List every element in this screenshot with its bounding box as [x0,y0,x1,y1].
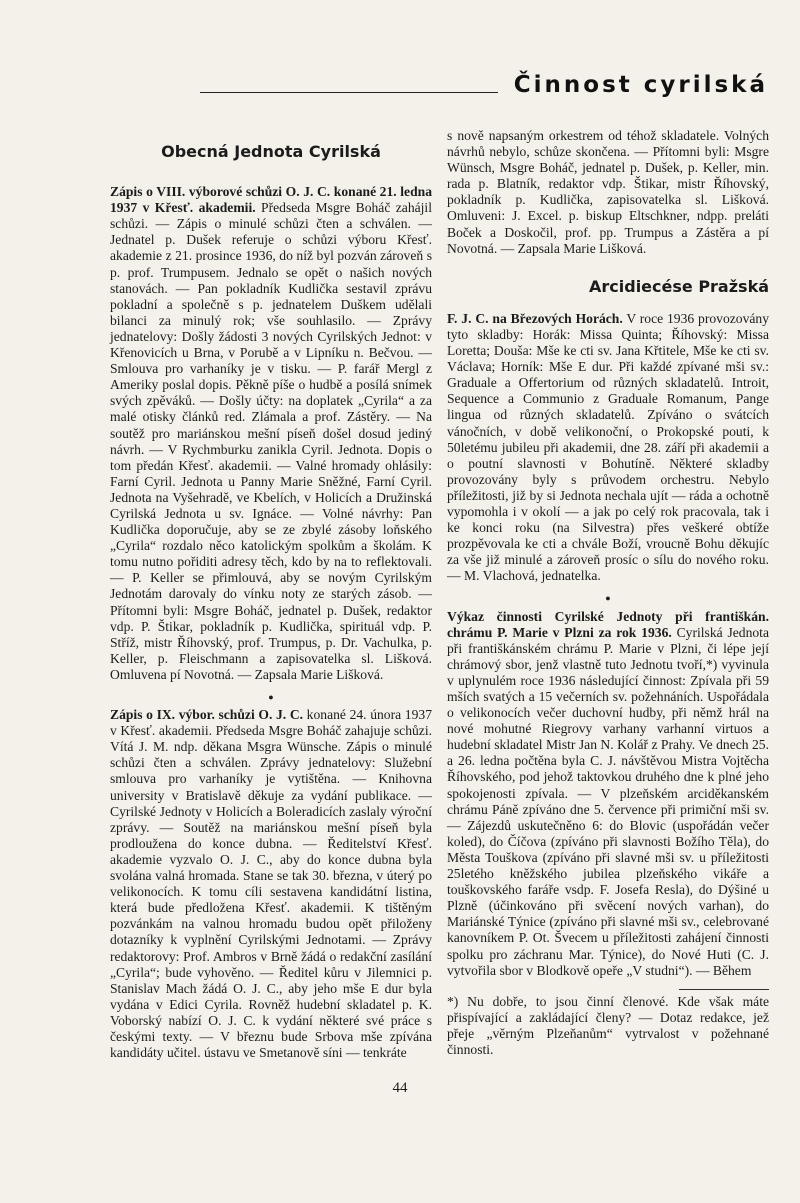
article-lead: F. J. C. na Březových Horách. [447,310,623,326]
page-number: 44 [392,1080,408,1096]
article-lead: Výkaz činnosti Cyrilské Jednoty při františkán. chrámu P. Marie v Plzni za rok 1936. [447,608,769,640]
article-brezove-hory [447,311,769,585]
section-title-arcidiecese: Arcidiecése Pražská [589,276,769,296]
article-text: Cyrilská Jednota při františkánském chrámu P. Marie v Plzni, či lépe její chrámový sbor, jenž vlastně tuto Jednotu tvoří,*) vyvinula v uplynulém roce 1936 následující činnost: Zpívala při 59 mších svatých a 15 večerních sv. požehnáních. Uspořádala o velikonocích večer duchovní hudby, při němž hrál na nové mohutné Riegrovy varhany varhanní virtuos a hudební skladatel Mistr Jan N. Kolář z Prahy. Ve dnech 25. a 26. ledna počtěna byla C. J. návštěvou Mistra Vojtěcha Říhovského, pod jehož taktovkou druhého dne k plné jeho spokojenosti zpívala. — V plzeňském arciděkanském chrámu Páně zpíváno dne 5. července při primiční mši sv. — Zájezdů uskutečněno 6: do Blovic (uspořádán večer koled), do Číčova (zpíváno při slavnosti Božího Těla), do Města Touškova (zpíváno při slavné mši sv. u příležitosti 25letého kněžského jubilea plzeňského vikáře a touškovského faráře vsdp. F. Josefa Resla), do Dýšiné u Plzně (účinkováno při svěcení nových varhan), do Mariánské Týnice (zpíváno při slavné mši sv., celebrované kanovníkem P. Ot. Švecem u příležitosti zahájení činnosti spolku pro záchranu Mar. Týnice), do Nové Huti (C. J. vytvořila sbor v Blodkově opeře „V studni“). — Během [447,624,769,978]
article-plzen [447,609,769,979]
right-column [447,128,769,1058]
footnote-rule [679,989,769,990]
section-title-obecna: Obecná Jednota Cyrilská [161,142,381,161]
article-zapis-ix [110,707,432,1061]
article-text: konané 24. února 1937 v Křesť. akademii. Předseda Msgre Boháč zahajuje schůzi. Vítá J. M. ndp. děkana Msgra Wünsche. Zápis o minulé schůzi čten a schválen. Zprávy jednatelovy: Služební smlouva pro varhaníky je vytištěna. — Knihovna university v Bratislavě děkuje za vydání publikace. — Cyrilské Jednoty v Holicích a Boleradicích zaslaly výroční zprávy. — Soutěž na mariánskou mešní píseň byla prodloužena do konce dubna. — Ředitelství Křesť. akademie vyzvalo O. J. C., aby do konce dubna byla svolána valná hromada. Stane se tak 30. března, v úterý po velikonocích. K tomu cíli sestavena kandidátní listina, která bude předložena Křesť. akademii. K tištěným pozvánkám na valnou hromadu budou opět přiloženy dotazníky k vyplnění Cyrilskými Jednotami. — Zprávy redaktorovy: Prof. Ambros v Brně žádá o redakční zasílání „Cyrila“; bude vyhověno. — Ředitel kůru v Jilemnici p. Stanislav Mach žádá O. J. C., aby jeho mše E dur byla vydána v Edici Cyrila. Rovněž hudební skladatel p. K. Voborský nabízí O. J. C. k vydání některé své práce s českými texty. — V březnu bude Srbova mše zpívána kandidáty učitel. ústavu ve Smetanově síni — tenkráte [110,707,432,1061]
page-header [200,72,768,102]
header-title: Činnost cyrilská [513,72,768,98]
left-column [110,128,432,1067]
footnote: *) Nu dobře, to jsou činní členové. Kde však máte přispívající a zakládající členy? — Dotaz redakce, jež přeje „věrným Plzeňanům“ vytrvalost v požehnané činnosti. [447,993,769,1057]
continued-text: s nově napsaným orkestrem od téhož skladatele. Volných návrhů nebylo, schůze skončena. — Přítomni byli: Msgre Wünsch, Msgre Boháč, jednatel p. Dušek, p. Keller, min. rada p. Blatník, redaktor vdp. Štikar, mistr Říhovský, pokladník p. Kudlička, zapisovatelka sl. Lišková. Omluveni: J. Excel. p. biskup Eltschkner, ndpp. preláti Boček a Doskočil, prof. pp. Trumpus a Zástěra a pí Novotná. — Zapsala Marie Lišková. [447,128,769,256]
header-rule [200,92,498,93]
article-lead: Zápis o IX. výbor. schůzi O. J. C. [110,707,304,723]
separator-bullet: ● [268,692,274,702]
article-lead: Zápis o VIII. výborové schůzi O. J. C. konané 21. ledna 1937 v Křesť. akademii. [110,184,432,216]
article-zapis-viii [110,184,432,683]
article-text: Předseda Msgre Boháč zahájil schůzi. — Zápis o minulé schůzi čten a schválen. — Jednatel p. Dušek referuje o schůzi výboru Křesť. akademie z 21. prosince 1936, do níž byl pozván zároveň s p. prof. Trumpusem. Jednalo se opět o našich nových stanovách. — Pan pokladník Kudlička sestavil zprávu pokladní a společně s p. jednatelem Duškem udělali bilanci za minulý rok; vše souhlasilo. — Zprávy jednatelovy: Došly žádosti 3 nových Cyrilských Jednot: v Křenovicích u Brna, v Porubě a v Lipníku n. Bečvou. — Smlouva pro varhaníky je v tisku. — P. farář Mergl z Ameriky poslal dopis. Pěkně píše o hudbě a posílá snímek svých zpěváků. — Došly účty: na doplatek „Cyrila“ a za malé otisky článků red. Zlámala a prof. Zástěry. — Na soutěž pro mariánskou mešní píseň došel dosud jediný návrh. — V Rychmburku zanikla Cyril. Jednota. Dopis o tom předán Křesť. akademii. — Valné hromady ohlásily: Farní Cyril. Jednota u Panny Marie Sněžné, Farní Cyril. Jednota na Vyšehradě, ve Kbelích, v Holicích a Družinská Cyrilská Jednota u sv. Ignáce. — Volné návrhy: Pan Kudlička doporučuje, aby se ze zbylé zásoby loňského „Cyrila“ rozdalo něco katolickým spolkům a školám. K tomu nutno pořiditi adresy těch, kdo by na to reflektovali. — P. Keller se přimlouvá, aby se novým Cyrilským Jednotám darovaly do vínku noty ze starých zásob. — Přítomni byli: Msgre Boháč, jednatel p. Dušek, redaktor vdp. P. Štikar, pokladník p. Kudlička, spirituál vdp. P. Stříž, mistr Říhovský, prof. Trumpus, p. Dr. Vachulka, p. Keller, p. Fleischmann a zapisovatelka sl. Lišková. Omluvena pí Novotná. — Zapsala Marie Lišková. [110,200,432,682]
article-text: V roce 1936 provozovány tyto skladby: Horák: Missa Quinta; Říhovský: Missa Loretta; Douša: Mše ke cti sv. Jana Křtitele, Mše ke cti sv. Václava; Horník: Mše E dur. Při každé zpívané mši sv.: Graduale a Offertorium od různých skladatelů. Introit, Sequence a Communio z Graduale Romanum, Pange lingua od různých skladatelů. Zpíváno o svátcích vánočních, v době velikonoční, o Prokopské pouti, k 50letému jubileu při akademii, dne 28. září při akademii a o poutní slavnosti v Bohutíně. Některé skladby provozovány byly s průvodem orchestru. Nebylo příležitosti, již by si Jednota nechala ujít — ráda a ochotně vypomohla i v okolí — a jak po celý rok pracovala, tak i ke konci roku (na Silvestra) přes veškeré obtíže prozpěvovala ke cti a chvále Boží, vroucně Bohu děkujíc za vše již minulé a zároveň prosíc o sílu do nového roku. — M. Vlachová, jednatelka. [447,310,769,584]
separator-bullet: ● [605,593,611,604]
